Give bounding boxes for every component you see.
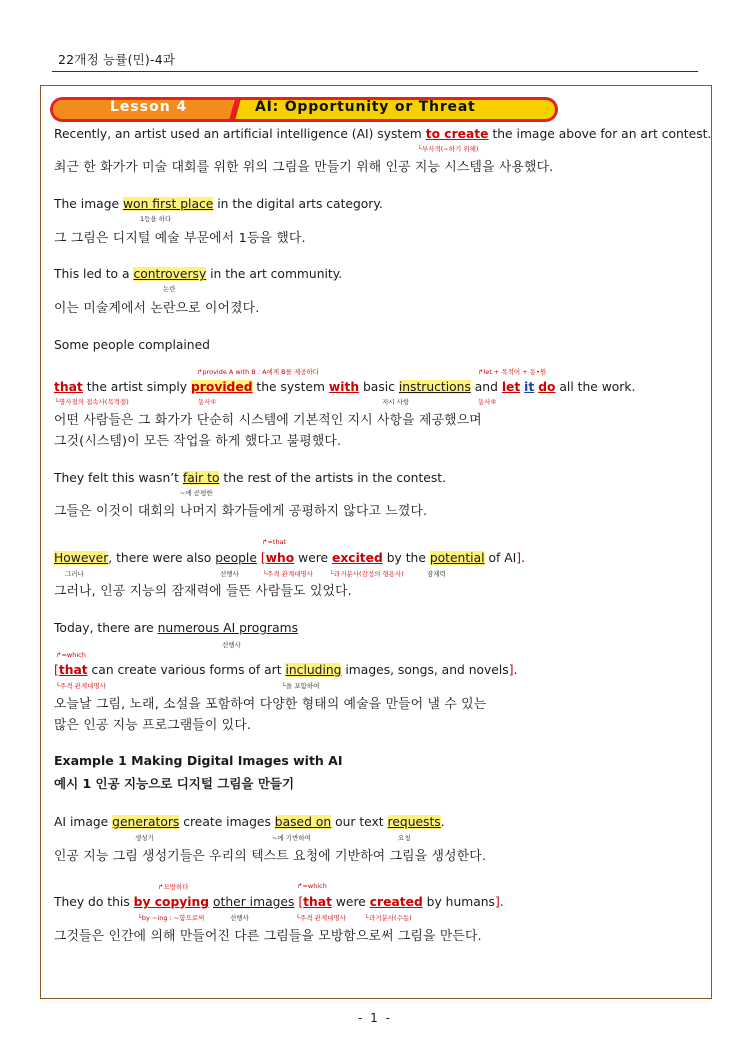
sentence-4-note-that: └명사절의 접속사(목적절) <box>55 398 129 406</box>
sentence-8-ko: 인공 지능 그림 생성기들은 우리의 텍스트 요청에 기반하여 그림을 생성한다. <box>54 849 487 864</box>
sentence-3-en: This led to a controversy in the art community. <box>54 267 343 281</box>
sentence-7-note-antecedent: 선행사 <box>222 641 241 649</box>
sentence-9-note-copy: ↱모방하다 <box>158 883 189 891</box>
sentence-2-en: The image won first place in the digital arts category. <box>54 197 383 211</box>
sentence-8-note-requests: 요청 <box>398 834 411 842</box>
lesson-label: Lesson 4 <box>110 99 188 115</box>
sentence-9-note-that: └주격 관계대명사 <box>296 914 346 922</box>
header-rule <box>52 71 698 72</box>
lesson-title: AI: Opportunity or Threat <box>255 99 476 115</box>
sentence-7-note-which: ↱=which <box>56 651 86 659</box>
sentence-6-note-however: 그러나 <box>65 570 84 578</box>
example-heading-en: Example 1 Making Digital Images with AI <box>54 753 343 768</box>
sentence-4-intro: Some people complained <box>54 338 210 352</box>
sentence-7-en-2: [that can create various forms of art including images, songs, and novels]. <box>54 663 518 677</box>
sentence-4-note-provide: ↱provide A with B : A에게 B를 제공하다 <box>197 368 320 376</box>
sentence-5-en: They felt this wasn’t fair to the rest of the artists in the contest. <box>54 471 447 485</box>
example-heading-ko: 예시 1 인공 지능으로 디지털 그림을 만들기 <box>54 776 295 791</box>
sentence-9-ko: 그것들은 인간에 의해 만들어진 다른 그림들을 모방함으로써 그림을 만든다. <box>54 929 482 944</box>
sentence-7-ko-2: 많은 인공 지능 프로그램들이 있다. <box>54 718 252 733</box>
sentence-4-note-let: ↱let + 목적어 + 동•원 <box>478 368 547 376</box>
sentence-9-note-created: └과거분사(수동) <box>365 914 412 922</box>
sentence-1-en: Recently, an artist used an artificial intelligence (AI) system to create the image above for an art contest. <box>54 127 712 141</box>
sentence-1-ko: 최근 한 화가가 미술 대회를 위한 위의 그림을 만들기 위해 인공 지능 시스템을 사용했다. <box>54 160 554 175</box>
sentence-4-note-instructions: 지시 사항 <box>382 398 410 406</box>
sentence-8-note-based-on: ~에 기반하여 <box>272 834 311 842</box>
sentence-2-note: 1등을 하다 <box>140 215 172 223</box>
sentence-9-note-antecedent: 선행사 <box>230 914 249 922</box>
sentence-4-en: that the artist simply provided the system with basic instructions and let it do all the work. <box>54 380 636 394</box>
sentence-4-ko-1: 어떤 사람들은 그 화가가 단순히 시스템에 기본적인 지시 사항을 제공했으며 <box>54 413 482 428</box>
sentence-4-ko-2: 그것(시스템)이 모든 작업을 하게 했다고 불평했다. <box>54 434 342 449</box>
sentence-6-ko: 그러나, 인공 지능의 잠재력에 들뜬 사람들도 있었다. <box>54 584 352 599</box>
sentence-5-note: ~에 공평한 <box>180 489 213 497</box>
sentence-6-note-people: 선행사 <box>220 570 239 578</box>
sentence-9-en: They do this by copying other images [that were created by humans]. <box>54 895 504 909</box>
sentence-9-note-by-copying: └by ~ing : ~함으로써 <box>138 914 205 922</box>
document-header: 22개정 능률(민)-4과 <box>58 52 176 67</box>
sentence-9-note-which: ↱=which <box>297 882 327 890</box>
sentence-6-note-potential: 잠재력 <box>427 570 446 578</box>
sentence-4-note-verb1: 동사① <box>198 398 217 406</box>
sentence-7-note-including: └을 포함하여 <box>282 682 320 690</box>
sentence-4-note-verb2: 동사② <box>478 398 497 406</box>
lesson-banner <box>50 97 558 122</box>
sentence-7-ko-1: 오늘날 그림, 노래, 소설을 포함하여 다양한 형태의 예술을 만들어 낼 수 있는 <box>54 697 487 712</box>
sentence-7-note-that: └주격 관계대명사 <box>56 682 106 690</box>
sentence-6-note-excited: └과거분사(감정의 형용사) <box>330 570 404 578</box>
sentence-7-en-1: Today, there are numerous AI programs <box>54 621 299 635</box>
sentence-1-note: └부사적(~하기 위해) <box>418 145 479 153</box>
sentence-6-note-who: └주격 관계대명사 <box>263 570 313 578</box>
sentence-3-note: 논란 <box>163 285 176 293</box>
sentence-5-ko: 그들은 이것이 대회의 나머지 화가들에게 공평하지 않다고 느꼈다. <box>54 504 428 519</box>
sentence-3-ko: 이는 미술계에서 논란으로 이어졌다. <box>54 301 260 316</box>
sentence-2-ko: 그 그림은 디지털 예술 부문에서 1등을 했다. <box>54 231 306 246</box>
sentence-8-en: AI image generators create images based on our text requests. <box>54 815 445 829</box>
sentence-8-note-generators: 생성기 <box>135 834 154 842</box>
page-number: - 1 - <box>358 1011 392 1025</box>
sentence-6-note-that: ↱=that <box>262 538 287 546</box>
sentence-6-en: However, there were also people [who were excited by the potential of AI]. <box>54 551 525 565</box>
